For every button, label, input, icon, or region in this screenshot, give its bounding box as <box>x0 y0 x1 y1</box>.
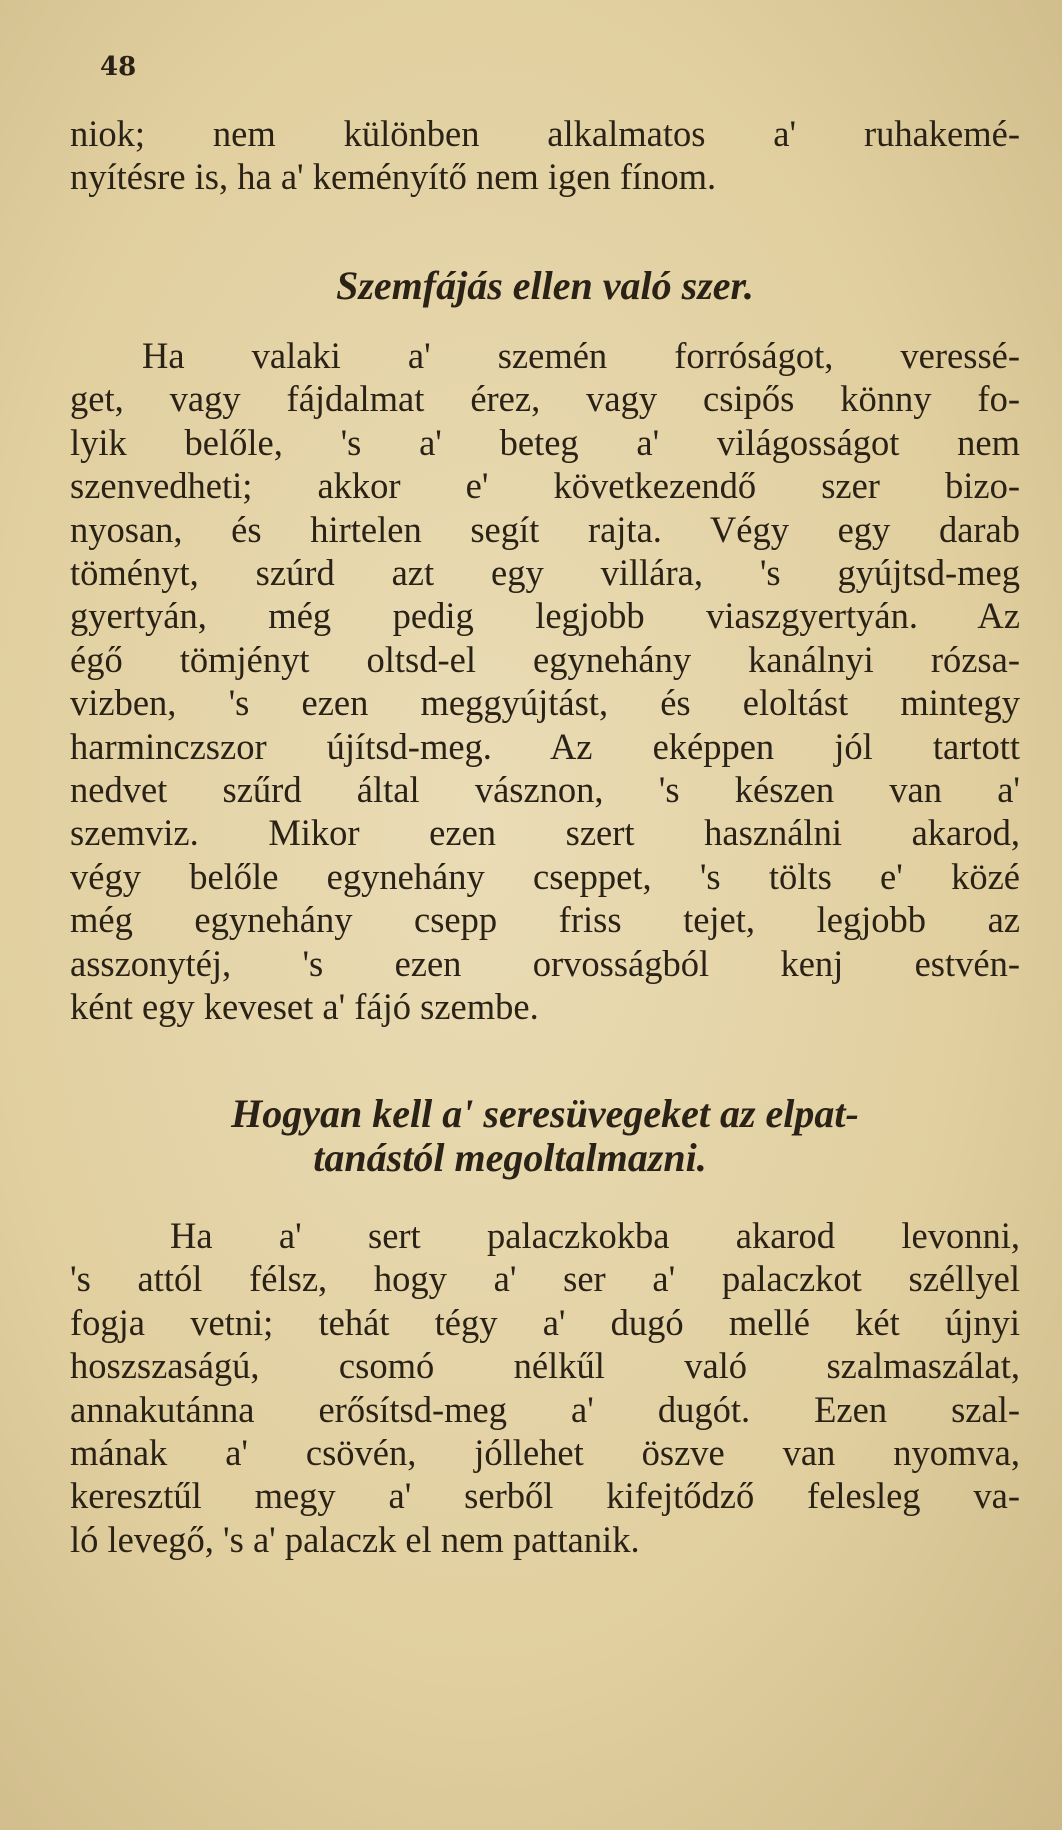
text-line: vizben, 's ezen meggyújtást, és eloltást mintegy <box>70 682 1020 724</box>
text-line: szemviz. Mikor ezen szert használni akarod, <box>70 812 1020 854</box>
text-line: Ha a' sert palaczkokba akarod levonni, <box>170 1215 1020 1256</box>
text-line: Ha valaki a' szemén forróságot, veressé- <box>142 335 1020 376</box>
text-line: töményt, szúrd azt egy villára, 's gyújtsd-meg <box>70 552 1020 594</box>
text-line: szenvedheti; akkor e' következendő szer bizo- <box>70 465 1020 507</box>
text-line: még egynehány csepp friss tejet, legjobb az <box>70 899 1020 941</box>
text-line: gyertyán, még pedig legjobb viaszgyertyán. Az <box>70 595 1020 637</box>
text-line: nyosan, és hirtelen segít rajta. Végy egy darab <box>70 508 1020 550</box>
text-line: ló levegő, 's a' palaczk el nem pattanik. <box>70 1518 640 1560</box>
text-line: annakutánna erősítsd-meg a' dugót. Ezen szal- <box>70 1388 1020 1430</box>
intro-paragraph <box>70 112 1020 199</box>
text-line: lyik belőle, 's a' beteg a' világosságot nem <box>70 421 1020 463</box>
text-line: get, vagy fájdalmat érez, vagy csipős könny fo- <box>70 378 1020 420</box>
text-line: égő tömjényt oltsd-el egynehány kanálnyi rózsa- <box>70 638 1020 680</box>
section-heading-eye-remedy: Szemfájás ellen való szer. <box>336 263 754 308</box>
text-line: fogja vetni; tehát tégy a' dugó mellé két újnyi <box>70 1301 1020 1343</box>
text-line: niok; nem különben alkalmatos a' ruhakemé- <box>70 113 1020 154</box>
eye-remedy-paragraph <box>70 334 1020 1029</box>
section-heading-bottle-line-1: Hogyan kell a' seresüvegeket az elpat- <box>231 1091 859 1136</box>
text-line: 's attól félsz, hogy a' ser a' palaczkot széllyel <box>70 1258 1020 1300</box>
text-line: mának a' csövén, jóllehet öszve van nyomva, <box>70 1432 1020 1474</box>
bottle-paragraph <box>70 1214 1020 1561</box>
text-line: nedvet szűrd által vásznon, 's készen van a' <box>70 769 1020 811</box>
section-heading-bottle-line-2: tanástól megoltalmazni. <box>313 1135 707 1180</box>
text-line: hoszszaságú, csomó nélkűl való szalmaszálat, <box>70 1345 1020 1387</box>
text-line: asszonytéj, 's ezen orvosságból kenj estvén- <box>70 942 1020 984</box>
text-line: végy belőle egynehány cseppet, 's tölts e' közé <box>70 855 1020 897</box>
text-line: ként egy keveset a' fájó szembe. <box>70 986 539 1028</box>
page-number: 48 <box>100 52 137 82</box>
text-line: harminczszor újítsd-meg. Az eképpen jól tartott <box>70 725 1020 767</box>
text-line: nyítésre is, ha a' keményítő nem igen fínom. <box>70 156 717 198</box>
text-line: keresztűl megy a' serből kifejtődző felesleg va- <box>70 1475 1020 1517</box>
